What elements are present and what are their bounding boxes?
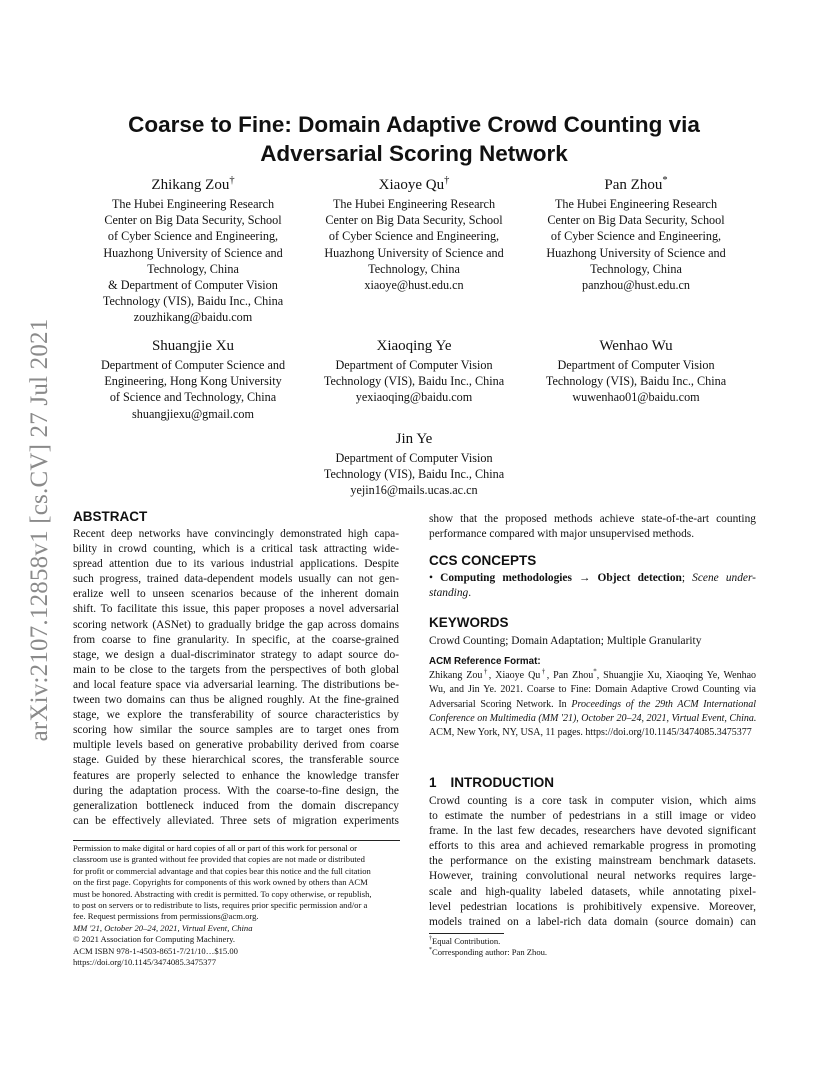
abstract-continuation bbox=[429, 512, 756, 542]
author-email: wuwenhao01@baidu.com bbox=[572, 390, 700, 405]
title-line-2: Adversarial Scoring Network bbox=[260, 141, 568, 166]
acm-reference bbox=[429, 655, 756, 740]
abstract-line: main to be close to the targets from the perspectives of both global bbox=[73, 663, 399, 676]
affiliation-line: Technology (VIS), Baidu Inc., China bbox=[323, 467, 505, 482]
affiliation-line: & Department of Computer Vision bbox=[108, 278, 278, 293]
affiliation-line: of Cyber Science and Engineering, bbox=[328, 229, 500, 244]
affiliation-line: Huazhong University of Science and bbox=[324, 245, 504, 260]
abstract-line: performance compared with major unsupervised methods. bbox=[429, 528, 695, 541]
permission-line: must be honored. Abstracting with credit is permitted. To copy otherwise, or republish, bbox=[73, 888, 372, 899]
author-mark: † bbox=[229, 175, 235, 186]
acm-ref-line: Adversarial Scoring Network. In Proceedings of the 29th ACM International bbox=[429, 698, 756, 710]
abstract-line: during the adaptation process. With the coarse-to-fine design, the bbox=[73, 784, 399, 797]
permission-block bbox=[73, 843, 400, 968]
affiliation-line: Department of Computer Vision bbox=[557, 358, 715, 372]
intro-line: the performance on the existing mainstream benchmark datasets. bbox=[429, 855, 756, 868]
affiliation-line: Department of Computer Vision bbox=[335, 358, 493, 372]
keywords-section bbox=[429, 615, 756, 649]
abstract-line: shift. To facilitate this issue, this paper proposes a novel adversarial bbox=[73, 603, 399, 616]
intro-line: models trained on a label-rich data domain (source domain) can bbox=[429, 915, 756, 928]
abstract-line: bility in crowd counting, which is a critical task attracting wide- bbox=[73, 543, 399, 556]
intro-line: frame. In the last few decades, researchers have devoted significant bbox=[429, 825, 756, 838]
affiliation-line: The Hubei Engineering Research bbox=[554, 197, 718, 211]
affiliation-line: of Cyber Science and Engineering, bbox=[550, 229, 722, 244]
permission-venue: MM '21, October 20–24, 2021, Virtual Event, China bbox=[73, 922, 253, 933]
author-block-ye-xiaoqing bbox=[299, 337, 529, 406]
abstract-section bbox=[73, 509, 399, 829]
author-block-zhou bbox=[521, 176, 751, 293]
affiliation-line: Technology (VIS), Baidu Inc., China bbox=[102, 294, 284, 309]
ccs-line: standing. bbox=[429, 587, 472, 600]
author-name: Shuangjie Xu bbox=[151, 338, 235, 354]
acm-ref-line: Conference on Multimedia (MM '21), October 20–24, 2021, Virtual Event, China. bbox=[429, 712, 757, 724]
author-email: yexiaoqing@baidu.com bbox=[355, 390, 473, 405]
author-email: shuangjiexu@gmail.com bbox=[132, 406, 254, 421]
abstract-line: can be effectively alleviated. Three sets of migration experiments bbox=[73, 814, 399, 827]
affiliation-line: Center on Big Data Security, School bbox=[547, 213, 725, 228]
abstract-heading: ABSTRACT bbox=[73, 509, 148, 524]
abstract-line: spread attention due to its various industrial applications. Despite bbox=[73, 558, 399, 571]
permission-line: on the first page. Copyrights for components of this work owned by others than ACM bbox=[73, 877, 368, 888]
affiliation-line: The Hubei Engineering Research bbox=[111, 197, 275, 211]
acm-ref-line: Zhikang Zou†, Xiaoye Qu†, Pan Zhou*, Shuangjie Xu, Xiaoqing Ye, Wenhao bbox=[429, 667, 757, 682]
intro-heading bbox=[429, 775, 756, 790]
abstract-line: from coarse to fine granularity. In specific, at the coarse-grained bbox=[73, 633, 399, 646]
permission-line: classroom use is granted without fee provided that copies are not made or distributed bbox=[73, 854, 365, 865]
abstract-line: show that the proposed methods achieve state-of-the-art counting bbox=[429, 513, 756, 525]
affiliation-line: Huazhong University of Science and bbox=[546, 245, 726, 260]
author-block-wu bbox=[521, 337, 751, 406]
author-mark: * bbox=[662, 175, 668, 186]
footnote: *Corresponding author: Pan Zhou. bbox=[429, 947, 548, 958]
intro-line: efforts to this area and achieved remarkable progress in promoting bbox=[429, 840, 756, 853]
acm-ref-line: ACM, New York, NY, USA, 11 pages. https://doi.org/10.1145/3474085.3475377 bbox=[429, 727, 752, 739]
affiliation-line: Technology, China bbox=[590, 261, 682, 276]
title-line-1: Coarse to Fine: Domain Adaptive Crowd Counting via bbox=[128, 112, 700, 137]
abstract-line: stage. Guided by these hierarchical scores, the transferable source bbox=[73, 754, 399, 767]
author-email: yejin16@mails.ucas.ac.cn bbox=[350, 483, 478, 498]
affiliation-line: Engineering, Hong Kong University bbox=[104, 374, 282, 389]
abstract-line: and local feature space via adversarial learning. The distributions be- bbox=[73, 678, 399, 691]
author-name: Xiaoqing Ye bbox=[376, 338, 452, 354]
section-number: 1 bbox=[429, 775, 437, 790]
abstract-line: Recent deep networks have convincingly demonstrated high capa- bbox=[73, 528, 399, 540]
author-name: Jin Ye bbox=[395, 431, 433, 447]
abstract-body bbox=[73, 527, 399, 829]
author-mark: † bbox=[444, 175, 450, 186]
permission-doi: https://doi.org/10.1145/3474085.3475377 bbox=[73, 957, 216, 968]
permission-line: fee. Request permissions from permissions@acm.org. bbox=[73, 911, 259, 922]
author-email: zouzhikang@baidu.com bbox=[133, 310, 253, 325]
intro-line: to estimate the number of pedestrians in a still image or video bbox=[429, 810, 756, 823]
abstract-line: features are properly selected to enhance the knowledge transfer bbox=[73, 769, 399, 782]
ccs-concept: Computing methodologies → Object detection bbox=[440, 572, 682, 584]
abstract-line: scoring network (ASNet) to gradually bridge the gap across domains bbox=[73, 618, 399, 631]
author-email: xiaoye@hust.edu.cn bbox=[364, 278, 464, 293]
abstract-line: multiple levels based on generative probability derived from coarse bbox=[73, 739, 399, 752]
footnote: †Equal Contribution. bbox=[429, 936, 501, 946]
arxiv-stamp: arXiv:2107.12858v1 [cs.CV] 27 Jul 2021 bbox=[26, 318, 53, 742]
paper-title bbox=[100, 110, 728, 168]
permission-isbn: ACM ISBN 978-1-4503-8651-7/21/10…$15.00 bbox=[73, 945, 238, 956]
author-email: panzhou@hust.edu.cn bbox=[581, 278, 691, 293]
author-name: Pan Zhou bbox=[604, 177, 663, 193]
affiliation-line: Department of Computer Science and bbox=[100, 358, 286, 372]
section-title: INTRODUCTION bbox=[450, 775, 555, 790]
author-block-xu bbox=[78, 337, 308, 422]
ccs-section bbox=[429, 553, 756, 601]
intro-line: scale and high-quality labeled datasets, while annotating pixel- bbox=[429, 885, 756, 898]
affiliation-line: Center on Big Data Security, School bbox=[104, 213, 282, 228]
intro-line: level pedestrian locations is prohibitively expensive. Moreover, bbox=[429, 900, 756, 913]
abstract-line: eralize well to unseen scenarios because of the inherent domain bbox=[73, 588, 399, 601]
abstract-line: scoring how similar the source samples are to target ones from bbox=[73, 724, 399, 737]
keywords-heading: KEYWORDS bbox=[429, 615, 509, 630]
author-block-ye-jin bbox=[299, 430, 529, 499]
abstract-line: stage, we explore the transferability of source characteristics by bbox=[73, 709, 399, 722]
permission-copyright: © 2021 Association for Computing Machinery. bbox=[73, 934, 236, 945]
abstract-line: tween two domains can thus be aligned roughly. At the fine-grained bbox=[73, 694, 399, 707]
affiliation-line: Technology (VIS), Baidu Inc., China bbox=[545, 374, 727, 389]
affiliation-line: Center on Big Data Security, School bbox=[325, 213, 503, 228]
intro-line: Crowd counting is a core task in computer vision, which aims bbox=[429, 795, 756, 807]
author-name: Xiaoye Qu bbox=[378, 177, 445, 193]
footnotes bbox=[429, 936, 756, 959]
acm-ref-line: Wu, and Jin Ye. 2021. Coarse to Fine: Domain Adaptive Crowd Counting via bbox=[429, 684, 756, 696]
affiliation-line: The Hubei Engineering Research bbox=[332, 197, 496, 211]
affiliation-line: of Cyber Science and Engineering, bbox=[107, 229, 279, 244]
affiliation-line: Huazhong University of Science and bbox=[103, 245, 283, 260]
affiliation-line: Technology (VIS), Baidu Inc., China bbox=[323, 374, 505, 389]
abstract-line: stage, we design a dual-discriminator strategy to adapt source do- bbox=[73, 648, 399, 661]
footnote-divider bbox=[73, 840, 400, 841]
introduction-section bbox=[429, 775, 756, 930]
acm-ref-heading: ACM Reference Format: bbox=[429, 656, 541, 667]
affiliation-line: Department of Computer Vision bbox=[335, 451, 493, 465]
abstract-line: generalization bottleneck induced from the domain discrepancy bbox=[73, 799, 399, 812]
author-block-qu bbox=[299, 176, 529, 293]
ccs-line: • Computing methodologies → Object detection; Scene under- bbox=[429, 572, 756, 584]
permission-line: for profit or commercial advantage and that copies bear this notice and the full citation bbox=[73, 865, 371, 876]
intro-body bbox=[429, 794, 756, 930]
abstract-line: such progress, trained data-dependent models usually can not gen- bbox=[73, 573, 399, 586]
affiliation-line: Technology, China bbox=[368, 261, 460, 276]
ccs-heading: CCS CONCEPTS bbox=[429, 553, 537, 568]
affiliation-line: Technology, China bbox=[147, 261, 239, 276]
intro-line: However, training convolutional neural networks requires large- bbox=[429, 870, 756, 883]
keywords-text: Crowd Counting; Domain Adaptation; Multiple Granularity bbox=[429, 635, 702, 647]
author-name: Wenhao Wu bbox=[599, 338, 673, 354]
permission-line: to post on servers or to redistribute to lists, requires prior specific permission and/or a bbox=[73, 900, 368, 911]
author-name: Zhikang Zou bbox=[151, 177, 230, 193]
footnote-divider bbox=[429, 933, 504, 934]
author-block-zou bbox=[78, 176, 308, 326]
affiliation-line: of Science and Technology, China bbox=[109, 390, 277, 405]
permission-line: Permission to make digital or hard copies of all or part of this work for personal or bbox=[73, 843, 358, 853]
